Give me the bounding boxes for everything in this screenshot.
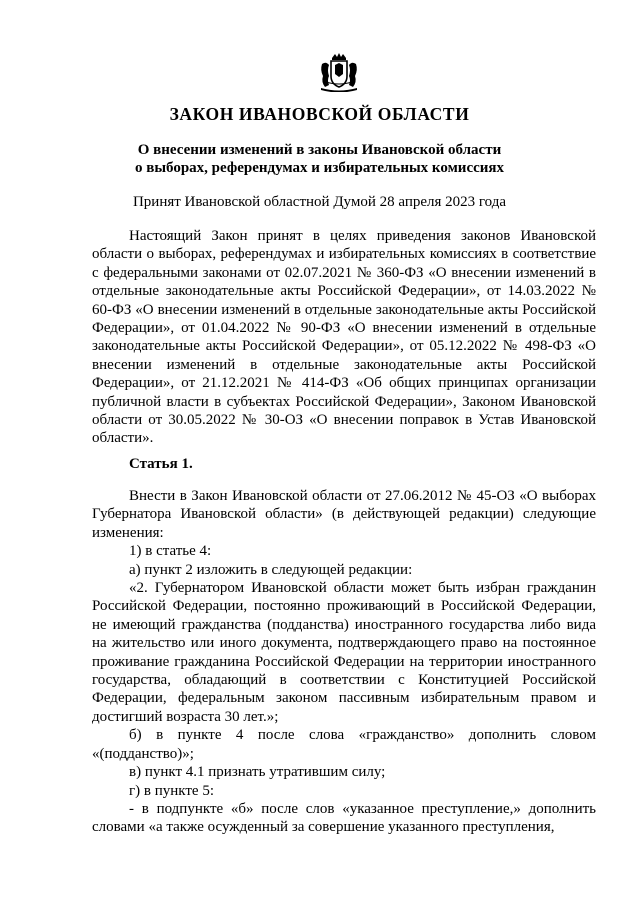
subtitle-line-1: О внесении изменений в законы Ивановской области bbox=[137, 142, 502, 158]
article-paragraph: Внести в Закон Ивановской области от 27.06.2012 № 45-ОЗ «О выборах Губернатора Ивановской области» (в действующей редакции) следующие изменения: bbox=[92, 488, 596, 541]
article-paragraph: б) в пункте 4 после слова «гражданство» дополнить словом «(подданство)»; bbox=[92, 727, 596, 762]
law-subtitle bbox=[0, 141, 639, 177]
article-paragraph: а) пункт 2 изложить в следующей редакции: bbox=[129, 561, 413, 578]
article-1-title: Статья 1. bbox=[129, 456, 193, 472]
article-paragraph: 1) в статье 4: bbox=[129, 543, 212, 560]
article-paragraph: «2. Губернатором Ивановской области может быть избран гражданин Российской Федерации, постоянно проживающий в Российской Федерации, не имеющий гражданства (подданства) иностранного государства либо вида на жительство или иного документа, подтверждающего право на постоянное проживание гражданина Российской Федерации на территории иностранного государства, обладающий в соответствии с Конституцией Российской Федерации, федеральным законом пассивным избирательным правом и достигший возраста 30 лет.»; bbox=[92, 580, 596, 725]
article-1-body bbox=[92, 487, 596, 837]
article-paragraph: в) пункт 4.1 признать утратившим силу; bbox=[129, 764, 386, 781]
law-title: ЗАКОН ИВАНОВСКОЙ ОБЛАСТИ bbox=[169, 104, 470, 124]
article-paragraph: г) в пункте 5: bbox=[129, 782, 215, 799]
preamble-paragraph: Настоящий Закон принят в целях приведения законов Ивановской области о выборах, референдумах и избирательных комиссиях в соответствие с федеральными законами от 02.07.2021 № 360-ФЗ «О внесении изменений в отдельные законодательные акты Российской Федерации», от 14.03.2022 № 60-ФЗ «О внесении изменений в отдельные законодательные акты Российской Федерации», от 01.04.2022 № 90-ФЗ «О внесении изменений в отдельные законодательные акты Российской Федерации», от 05.12.2022 № 498-ФЗ «О внесении изменений в отдельные законодательные акты Российской Федерации», от 21.12.2021 № 414-ФЗ «Об общих принципах организации публичной власти в субъектах Российской Федерации», Законом Ивановской области от 30.05.2022 № 30-ОЗ «О внесении поправок в Устав Ивановской области». bbox=[92, 228, 596, 447]
article-paragraph: - в подпункте «б» после слов «указанное преступление,» дополнить словами «а также осужденный за совершение указанного преступления, bbox=[92, 800, 596, 836]
adoption-date: Принят Ивановской областной Думой 28 апреля 2023 года bbox=[132, 194, 507, 210]
preamble bbox=[92, 227, 596, 448]
coat-of-arms-icon bbox=[318, 52, 360, 92]
subtitle-line-2: о выборах, референдумах и избирательных комиссиях bbox=[134, 160, 505, 176]
